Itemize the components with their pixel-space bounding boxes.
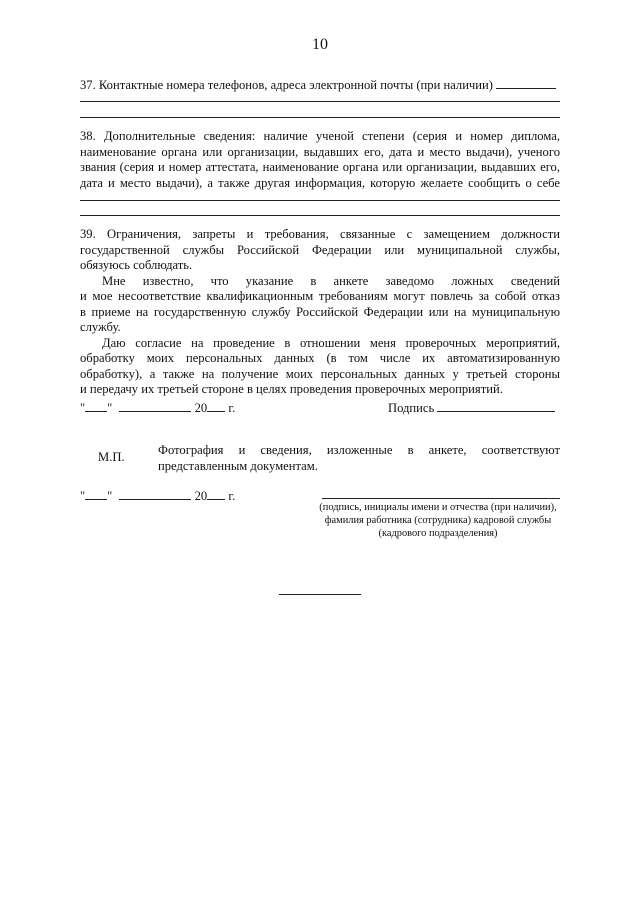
stamp-label: М.П. — [98, 450, 125, 464]
item38-question — [80, 129, 560, 191]
date2-day-field[interactable] — [85, 487, 107, 500]
item39-line-1: 39. Ограничения, запреты и требования, связанные с замещением должности — [80, 227, 560, 241]
hr-date-line — [80, 487, 235, 505]
date2-open-quote: " — [80, 489, 86, 503]
date2-close-quote: " — [107, 489, 113, 503]
item39-para3-line-3: обработку), а также на получение моих персональных данных у третьей стороны — [80, 366, 560, 381]
hr-signature-field[interactable] — [322, 498, 560, 499]
item39-para2-line-3: в приеме на государственную службу Российской Федерации или на муниципальную — [80, 304, 560, 319]
item39-para3-line-2: обработку моих персональных данных (в том числе их автоматизированную — [80, 351, 560, 365]
date-day-field[interactable] — [85, 399, 107, 412]
signature-caption — [300, 501, 576, 540]
item37-answer-line-2[interactable] — [80, 117, 560, 118]
signature-caption-line-3: (кадрового подразделения) — [378, 528, 498, 539]
item38-line-3: звания (серия и номер аттестата, наименование органа или организации, выдавших его, — [80, 160, 560, 174]
date2-year-field[interactable] — [207, 487, 225, 500]
page-number: 10 — [312, 36, 328, 53]
item38-line-4: дата и место выдачи), а также другая информация, которую желаете сообщить о себе — [80, 175, 560, 190]
date2-month-field[interactable] — [119, 487, 191, 500]
applicant-signature-line — [388, 399, 555, 417]
date-year-suffix: г. — [228, 401, 236, 415]
item39-para3-line-1: Даю согласие на проведение в отношении меня проверочных мероприятий, — [102, 335, 560, 350]
applicant-date-line — [80, 399, 235, 417]
date2-year-prefix: 20 — [194, 489, 208, 503]
item37-question — [80, 76, 560, 94]
item38-answer-line-1[interactable] — [80, 200, 560, 201]
item39-para2-line-2: и мое несоответствие квалификационным требованиям могут повлечь за собой отказ — [80, 289, 560, 303]
item37-answer-line-1[interactable] — [80, 101, 560, 102]
date-year-prefix: 20 — [194, 401, 208, 415]
item38-line-2: наименование органа или организации, выдавших его, дата и место выдачи), ученого — [80, 144, 560, 159]
signature-label: Подпись — [388, 401, 435, 415]
item38-answer-line-2[interactable] — [80, 215, 560, 216]
date-month-field[interactable] — [119, 399, 191, 412]
signature-caption-line-2: фамилия работника (сотрудника) кадровой службы — [324, 515, 552, 526]
date-close-quote: " — [107, 401, 113, 415]
item39-line-3: обязуюсь соблюдать. — [80, 258, 193, 272]
photo-statement — [158, 443, 560, 474]
photo-statement-line-1: Фотография и сведения, изложенные в анкете, соответствуют — [158, 443, 560, 457]
item39-para2-line-4: службу. — [80, 320, 121, 334]
item39-para3-line-4: и передачу их третьей стороне в целях проведения проверочных мероприятий. — [80, 382, 503, 396]
item38-line-1: 38. Дополнительные сведения: наличие ученой степени (серия и номер диплома, — [80, 129, 560, 143]
applicant-signature-field[interactable] — [437, 399, 555, 412]
end-divider — [279, 594, 361, 595]
signature-caption-line-1: (подпись, инициалы имени и отчества (при наличии), — [319, 502, 557, 513]
item37-answer-field[interactable] — [496, 76, 556, 89]
item37-text: 37. Контактные номера телефонов, адреса электронной почты (при наличии) — [80, 78, 493, 92]
item39-line-2: государственной службы Российской Федерации или муниципальной службы, — [80, 242, 560, 257]
item39-para2-line-1: Мне известно, что указание в анкете заведомо ложных сведений — [102, 273, 560, 288]
photo-statement-line-2: представленным документам. — [158, 458, 318, 473]
date-year-field[interactable] — [207, 399, 225, 412]
date-open-quote: " — [80, 401, 86, 415]
date2-year-suffix: г. — [228, 489, 236, 503]
item39-statement — [80, 227, 560, 398]
